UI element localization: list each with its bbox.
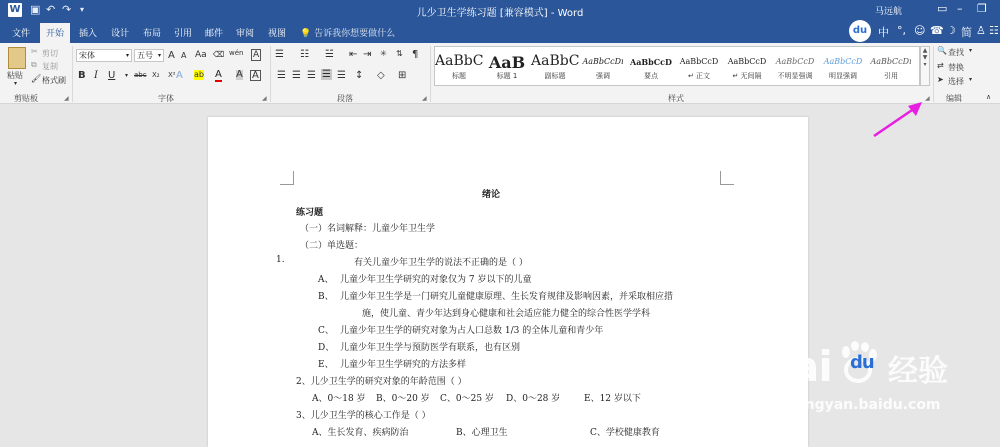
settings-icon[interactable]: ☷ — [989, 24, 999, 37]
style-sample: AaBbCcD — [630, 57, 672, 67]
option-b-cont: 施，使儿童、青少年达到身心健康和社会适应能力健全的综合性医学学科 — [362, 309, 651, 319]
chevron-up-icon[interactable]: ▲ — [922, 47, 928, 54]
tab-view[interactable]: 视图 — [268, 29, 287, 39]
q2-option: D、0～28 岁 — [506, 394, 561, 404]
option-c: 儿童少年卫生学的研究对象为占人口总数 1/3 的全体儿童和青少年 — [340, 326, 604, 336]
style-name: ↵ 无间隔 — [732, 72, 762, 80]
font-color-icon[interactable]: A — [215, 69, 222, 80]
tell-me-search[interactable] — [300, 26, 395, 39]
font-size-value: 五号 — [137, 51, 153, 60]
option-letter: D、 — [318, 343, 335, 353]
paragraph: （二）单选题： — [300, 241, 364, 251]
editing-group-label: 编辑 — [946, 94, 962, 103]
chevron-down-icon[interactable]: ▾ — [969, 76, 973, 83]
grow-font-icon[interactable]: A — [168, 50, 175, 61]
question-1: 有关儿童少年卫生学的说法不正确的是（ ） — [354, 258, 528, 268]
style-name: 不明显强调 — [777, 72, 813, 80]
question-3: 3、儿少卫生学的核心工作是（ ） — [296, 411, 431, 421]
q3-option: A、生长发育、疾病防治 — [312, 428, 409, 438]
paste-dropdown-icon[interactable]: ▾ — [14, 80, 18, 87]
style-sample: AaBbCcD — [727, 57, 767, 66]
option-b: 儿童少年卫生学是一门研究儿童健康原理、生长发育规律及影响因素，并采取相应措 — [340, 292, 674, 302]
collapse-ribbon-icon[interactable]: ∧ — [986, 93, 992, 101]
option-letter: C、 — [318, 326, 334, 336]
q2-option: A、0～18 岁 — [312, 394, 366, 404]
ribbon — [0, 43, 1000, 104]
font-size-select[interactable] — [134, 49, 164, 62]
q2-option: E、12 岁以下 — [584, 394, 641, 404]
clipboard-launcher-icon[interactable]: ◢ — [64, 95, 69, 102]
style-name: 明显强调 — [829, 72, 857, 80]
tab-review[interactable]: 审阅 — [236, 29, 255, 39]
sort-icon[interactable]: ⇅ — [396, 49, 403, 58]
style-sample: AaBbCcDı — [582, 57, 624, 66]
divider — [430, 46, 431, 102]
style-name: 标题 — [452, 72, 466, 80]
divider — [933, 46, 934, 102]
clear-format-icon[interactable]: ⌫ — [213, 50, 225, 59]
shading-icon[interactable]: ◇ — [377, 70, 385, 81]
text-effects-icon[interactable]: A — [176, 70, 183, 81]
styles-launcher-icon[interactable]: ◢ — [925, 95, 930, 102]
option-e: 儿童少年卫生学研究的方法多样 — [340, 360, 467, 370]
subscript-button[interactable]: X₂ — [152, 71, 160, 79]
style-name: 强调 — [596, 72, 610, 80]
style-sample: AaBbCcDı — [870, 57, 912, 66]
style-name: ↵ 正文 — [687, 72, 711, 80]
list-number: 1. — [276, 255, 285, 265]
clipboard-group-label: 剪贴板 — [14, 94, 38, 103]
customize-qat-icon[interactable]: ▾ — [80, 5, 85, 14]
ribbon-display-icon[interactable]: ▭ — [937, 2, 948, 15]
watermark-du: du — [850, 352, 874, 373]
toolbox-icon[interactable]: ☎ — [930, 24, 944, 37]
format-painter-icon[interactable]: 🖌 — [31, 74, 42, 83]
styles-gallery — [434, 46, 920, 86]
change-case-icon[interactable]: Aa — [195, 50, 207, 60]
select-button[interactable]: 选择 — [948, 77, 964, 86]
style-name: 要点 — [644, 72, 658, 80]
paragraph: （一）名词解释：儿童少年卫生学 — [300, 224, 436, 234]
style-title[interactable] — [435, 47, 483, 85]
paragraph-group-label: 段落 — [337, 94, 353, 103]
style-normal[interactable] — [675, 47, 723, 85]
char-border-icon[interactable]: A — [252, 70, 259, 81]
divider — [72, 46, 73, 102]
annotation-arrow — [870, 100, 930, 140]
simplified-icon[interactable]: 简 — [961, 26, 972, 39]
watermark-url: jingyan.baidu.com — [795, 397, 941, 413]
paste-icon[interactable] — [8, 47, 26, 69]
lightbulb-icon: 💡 — [300, 29, 312, 39]
style-no-spacing[interactable] — [723, 47, 771, 85]
divider — [270, 46, 271, 102]
arrow-shaft — [874, 106, 918, 136]
superscript-button[interactable]: X² — [168, 71, 176, 79]
styles-group-label: 样式 — [668, 94, 684, 103]
style-heading1[interactable] — [483, 47, 531, 85]
document-title: 绪论 — [482, 190, 501, 200]
decrease-indent-icon[interactable]: ⇤ — [349, 49, 358, 60]
char-shading-icon[interactable]: A — [236, 69, 243, 80]
find-icon[interactable]: 🔍 — [937, 46, 947, 55]
chinese-layout-icon[interactable]: ✳ — [380, 49, 387, 58]
tab-design[interactable]: 设计 — [111, 29, 130, 39]
justify-icon[interactable]: ☰ — [322, 69, 331, 80]
option-letter: E、 — [318, 360, 334, 370]
moon-icon[interactable]: ☽ — [946, 24, 956, 37]
word-app-icon: W — [9, 4, 21, 15]
style-emphasis[interactable] — [579, 47, 627, 85]
paste-button[interactable]: 粘贴 — [7, 71, 23, 80]
minimize-icon[interactable]: – — [957, 2, 963, 15]
borders-icon[interactable]: ⊞ — [398, 70, 407, 81]
format-painter-button[interactable]: 格式刷 — [42, 76, 66, 85]
font-name-select[interactable] — [76, 49, 132, 62]
tab-mailings[interactable]: 邮件 — [205, 29, 224, 39]
chevron-down-icon: ▾ — [157, 52, 161, 59]
paragraph-launcher-icon[interactable]: ◢ — [422, 95, 427, 102]
underline-button[interactable]: U — [108, 70, 116, 81]
style-name: 引用 — [884, 72, 898, 80]
undo-icon[interactable]: ↶ — [46, 3, 56, 16]
chevron-down-icon[interactable]: ▾ — [125, 72, 129, 79]
crop-mark-top-left — [280, 171, 294, 185]
numbering-icon[interactable]: ☷ — [300, 49, 309, 60]
tab-insert[interactable]: 插入 — [79, 29, 98, 39]
style-subtitle[interactable] — [531, 47, 579, 85]
line-spacing-icon[interactable]: ↕ — [355, 70, 364, 81]
q2-option: B、0～20 岁 — [376, 394, 430, 404]
user-name[interactable]: 马远航 — [875, 7, 903, 17]
title-bar — [0, 0, 1000, 21]
style-sample: AaBbCcD — [775, 57, 815, 66]
tell-me-text: 告诉我你想要做什么 — [314, 29, 396, 39]
italic-button[interactable]: I — [94, 70, 98, 81]
tab-home[interactable]: 开始 — [40, 23, 70, 43]
question-2: 2、儿少卫生学的研究对象的年龄范围（ ） — [296, 377, 467, 387]
font-group-label: 字体 — [158, 94, 174, 103]
style-name: 标题 1 — [496, 72, 518, 80]
option-d: 儿童少年卫生学与预防医学有联系，也有区别 — [340, 343, 521, 353]
shrink-font-icon[interactable]: A — [181, 51, 187, 60]
style-intense-emphasis[interactable] — [819, 47, 867, 85]
copy-button[interactable]: 复制 — [42, 62, 58, 71]
enclose-char-icon[interactable]: A — [253, 50, 260, 60]
styles-scroll[interactable] — [920, 46, 930, 86]
option-letter: B、 — [318, 292, 334, 302]
replace-button[interactable]: 替换 — [948, 63, 964, 72]
q3-option: C、学校健康教育 — [590, 428, 660, 438]
align-center-icon[interactable]: ☰ — [292, 70, 301, 81]
du-logo-icon[interactable]: du — [849, 20, 871, 42]
style-sample: AaBbCcD — [823, 57, 863, 66]
more-styles-icon[interactable]: ▾ — [923, 61, 927, 68]
replace-icon[interactable]: ⇄ — [937, 61, 944, 70]
font-launcher-icon[interactable]: ◢ — [262, 95, 267, 102]
cut-button[interactable]: 剪切 — [42, 49, 58, 58]
bullets-icon[interactable]: ☰ — [275, 49, 284, 60]
style-name: 副标题 — [544, 72, 566, 80]
highlight-icon[interactable]: ab — [194, 70, 204, 79]
show-marks-icon[interactable]: ¶ — [412, 49, 419, 60]
watermark-brand: Bai — [760, 342, 832, 391]
emoji-icon[interactable]: ☺ — [914, 24, 926, 37]
user-icon[interactable]: ♙ — [976, 24, 986, 37]
style-sample: AaB — [488, 53, 526, 72]
redo-icon[interactable]: ↷ — [62, 3, 72, 16]
style-sample: AaBbC — [435, 53, 484, 69]
watermark-jingyan: 经验 — [888, 354, 948, 389]
chinese-input-icon[interactable]: 中 — [878, 26, 889, 39]
chevron-down-icon[interactable]: ▾ — [969, 47, 973, 54]
style-quote[interactable] — [867, 47, 915, 85]
document-page[interactable] — [208, 117, 808, 447]
multilevel-list-icon[interactable]: ☱ — [325, 49, 334, 60]
window-title: 儿少卫生学练习题 [兼容模式] - Word — [416, 8, 584, 19]
align-left-icon[interactable]: ☰ — [277, 70, 286, 81]
chevron-down-icon[interactable]: ▼ — [922, 54, 928, 61]
style-strong[interactable] — [627, 47, 675, 85]
arrow-head — [908, 102, 922, 116]
font-name-value: 宋体 — [79, 51, 95, 60]
select-icon[interactable]: ➤ — [937, 75, 944, 84]
distributed-icon[interactable]: ☰ — [337, 70, 346, 81]
style-sample: AaBbCcD — [679, 57, 719, 66]
tab-file[interactable]: 文件 — [12, 29, 31, 39]
q3-option: B、心理卫生 — [456, 428, 508, 438]
align-right-icon[interactable]: ☰ — [307, 70, 316, 81]
find-button[interactable]: 查找 — [948, 48, 964, 57]
q2-option: C、0～25 岁 — [440, 394, 494, 404]
phonetic-guide-icon[interactable]: wén — [229, 49, 244, 57]
tab-layout[interactable]: 布局 — [143, 29, 162, 39]
restore-icon[interactable]: ❐ — [977, 2, 987, 15]
chevron-down-icon: ▾ — [125, 52, 129, 59]
style-sample: AaBbC — [531, 53, 580, 69]
cut-icon[interactable]: ✂ — [31, 47, 38, 56]
style-subtle-emphasis[interactable] — [771, 47, 819, 85]
tab-references[interactable]: 引用 — [174, 29, 193, 39]
document-heading: 练习题 — [296, 208, 324, 218]
bold-button[interactable]: B — [78, 70, 86, 81]
save-icon[interactable]: ▣ — [30, 3, 41, 16]
punctuation-icon[interactable]: °, — [897, 24, 906, 37]
copy-icon[interactable]: ⧉ — [31, 60, 37, 69]
strikethrough-button[interactable]: abc — [134, 71, 147, 79]
option-letter: A、 — [318, 275, 334, 285]
increase-indent-icon[interactable]: ⇥ — [363, 49, 372, 60]
option-a: 儿童少年卫生学研究的对象仅为 7 岁以下的儿童 — [340, 275, 532, 285]
crop-mark-top-right — [720, 171, 734, 185]
